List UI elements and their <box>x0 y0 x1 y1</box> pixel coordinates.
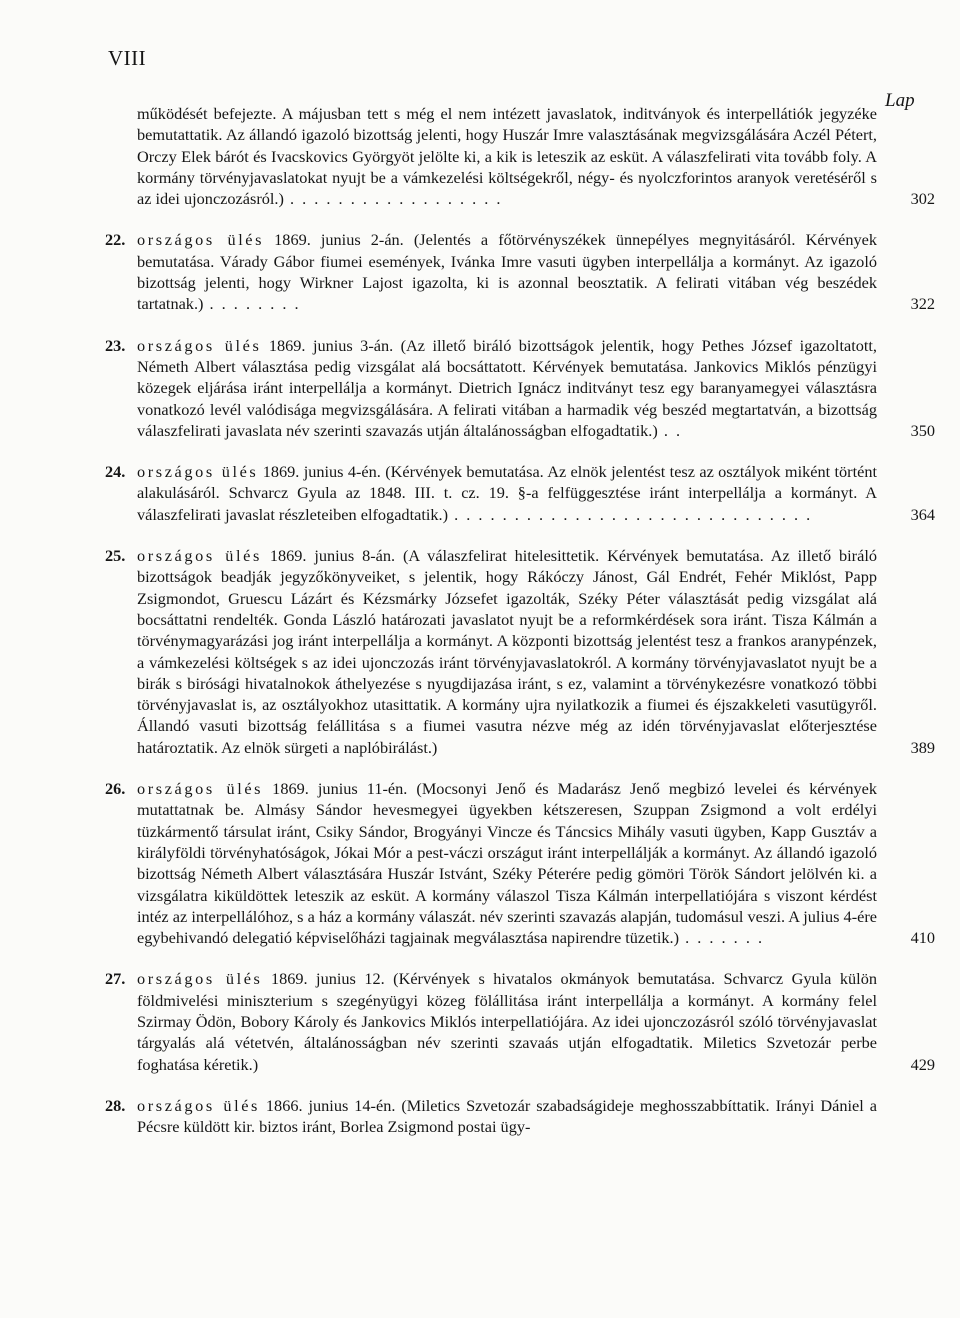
leader-dots: . . . . . . . . . . . . . . . . . . <box>283 189 503 209</box>
entry-number: 24. <box>105 462 126 482</box>
session-title: országos ülés <box>137 969 263 989</box>
entry-26 <box>105 778 937 948</box>
page-reference: 364 <box>910 504 935 524</box>
entry-number: 25. <box>105 546 126 566</box>
session-title: országos ülés <box>137 779 264 799</box>
session-date: 1869. junius 8-án. <box>261 546 396 566</box>
page-reference: 389 <box>910 737 935 757</box>
entry-text: (Jelentés a főtörvényszékek ünnepélyes megnyitásáról. Kérvények bemutatása. Várady Gábor fiumei események, Ivánka Imre vasuti ügyben interpellálja a kormányt. Az igazoló bizottság jelenti, hogy Wirkner Lajost igazolta, ki is azonnal beosztatik. A felirati vitában vég beszédek tartatnak.) <box>137 230 877 314</box>
entry-25 <box>105 545 937 758</box>
page-reference: 410 <box>910 928 935 948</box>
entry-28 <box>105 1095 937 1138</box>
leader-dots: . . <box>657 420 683 440</box>
session-date: 1869. junius 2-án. <box>264 230 404 250</box>
leader-dots: . . . . . . . <box>679 928 765 948</box>
session-title: országos ülés <box>137 230 265 250</box>
session-date: 1869. junius 11-én. <box>263 779 408 799</box>
entry-text: (Kérvények bemutatása. Az elnök jelentést tesz az osztályok miként történt alakulásáról. Schvarcz Gyula az 1848. III. t. cz. 19. §-a felfüggesztése iránt interpellálja a kormányt. A válaszfelirati javaslat részleteiben elfogadtatik.) <box>137 462 877 524</box>
document-body <box>105 103 937 1157</box>
entry-22 <box>105 229 937 314</box>
page-number: VIII <box>108 46 147 70</box>
session-title: országos ülés <box>137 1095 260 1115</box>
column-heading-lap: Lap <box>885 90 915 111</box>
entry-number: 28. <box>105 1095 126 1115</box>
entry-number: 23. <box>105 335 126 355</box>
page-reference: 302 <box>910 189 935 209</box>
leader-dots: . . . . . . . . . . . . . . . . . . . . . . . . . . . . . . <box>448 504 813 524</box>
entry-24 <box>105 461 937 525</box>
session-date: 1869. junius 12. <box>262 969 385 989</box>
entry-number: 27. <box>105 969 126 989</box>
session-date: 1869. junius 4-én. <box>258 462 381 482</box>
entry-23 <box>105 335 937 441</box>
entry-text: (Az illető biráló bizottságok jelentik, hogy Pethes József igazoltatott, Németh Albert választása pedig vizsgálat alá bocsáttatott. Kérvények bemutatása. Jankovics Miklós pénzügyi közegek eljárása iránt interpellálja a kormányt. Dietrich Ignácz inditványt tesz egy baranyamegyei választásra vonatkozó levél valódisága megvizsgálására. A felirati vitában a harmadik vég beszéd megtartatván, a bizottság válaszfelirati javaslata név szerinti szavazás utján általánosságban elfogadtatik.) <box>137 335 877 440</box>
entry-text: működését befejezte. A májusban tett s még el nem intézett javaslatok, inditványok és interpellátiók jegyzéke bemutattatik. Az állandó igazoló bizottság jelenti, hogy Huszár Imre valasztásának megvizsgálására Aczél Pétert, Orczy Elek bárót és Ivacskovics Györgyöt jelölte ki, a kik is leteszik az esküt. A válaszfelirati vita tovább foly. A kormány törvényjavaslatokat nyujt be a vámkezelési költségekről, négy- és nyolczforintos aranyok veretéséről s az idei ujonczozásról.) <box>137 104 877 209</box>
entry-27 <box>105 968 937 1074</box>
entry-number: 26. <box>105 779 126 799</box>
leader-dots: . . . . . . . . <box>203 294 301 314</box>
page-reference: 322 <box>910 294 935 314</box>
entry-text: (Kérvények s hivatalos okmányok bemutatása. Schvarcz Gyula külön földmivelési miniszterium s szegényügyi közeg fölállitása iránt interpellálja a kormányt. A kormány felel Szirmay Ödön, Bobory Károly és Jankovics Miklós interpellatiójára. Az idei ujonczozásról szóló törvényjavaslat tárgyalás alá vétetvén, általánosságban név szerinti szavaás utján elfogadtatik. Miletics Szvetozár perbe foghatása kéretik.) <box>137 969 877 1074</box>
entry-text: (Mocsonyi Jenő és Madarász Jenő megbizó levelei és kérvények mutattatnak be. Almásy Sándor hevesmegyei ügyekben kétszeresen, Szuppan Zsigmond a volt erdélyi tüzkármentő társulat iránt, Csiky Sándor, Brogyányi Vincze és Táncsics Mihály vasuti ügyben, Kapp Gusztáv a királyföldi törvényhatóságok, Jókai Mór a pest-váczi országut iránt interpellálják a kormányt. Az állandó igazoló bizottság Németh Albert választására Huszár Istvánt, Széky Péterére pedig gömöri Török Sándort jelölvén ki. a vizsgálatra kiküldöttek leteszik az esküt. A kormány válaszol Tisza Kálmán interpellatiójára s viszont kérdést intéz az interpellálóhoz, s a ház a kormány válaszát. név szerinti szavazás alapján, tudomásul veszi. A julius 4-ére egybehivandó delegatió képviselőházi tagjainak megválasztása napirendre tüzetik.) <box>137 779 877 948</box>
page-reference: 350 <box>910 420 935 440</box>
session-title: országos ülés <box>137 335 262 355</box>
entry-continued <box>105 103 937 209</box>
session-date: 1866. junius 14-én. <box>259 1095 396 1115</box>
entry-text: (Miletics Szvetozár szabadságideje meghosszabbíttatik. Irányi Dániel a Pécsre küldött kir. biztos iránt, Borlea Zsigmond postai ügy- <box>137 1095 877 1137</box>
session-title: országos ülés <box>137 546 262 566</box>
page-reference: 429 <box>910 1054 935 1074</box>
session-date: 1869. junius 3-án. <box>261 335 394 355</box>
entry-text: (A válaszfelirat hitelesittetik. Kérvények bemutatása. Az illető biráló bizottságok beadják jegyzőkönyveiket, s jelentik, hogy Rákóczy Jánost, Gál Endrét, Fehér Miklóst, Papp Zsigmondot, Gruescu Lázárt és Kézsmárky Józsefet igazolták, Széky Péter választását pedig vizsgálat alá bocsáttatni rendelték. Gonda László határozati javaslatot nyujt be a reformkérdések sora iránt. Tisza Kálmán a törvénymagyarázási jog iránt interpellálja a kormányt. A központi bizottság jelentést tesz a frankos aranypénzek, a vámkezelési költségek s az idei ujonczozás iránt törvényjavaslatokról. A kormány törvényjavaslatot nyujt be a birák s birósági hivatalnokok áthelyezése s nyugdijazása iránt, s ez, valamint a törvénykezésre vonatkozó többi törvényjavaslat is, az osztályokhoz utasittatik. A kormány ujra nyilatkozik a fiumei és éjszakkeleti vasutügyről. Állandó vasuti bizottság felállitása s a fiumei vasutra nézve még az idén törvényjavaslat előterjesztése határoztatik. Az elnök sürgeti a naplóbirálást.) <box>137 546 877 757</box>
entry-number: 22. <box>105 230 126 250</box>
session-title: országos ülés <box>137 462 259 482</box>
